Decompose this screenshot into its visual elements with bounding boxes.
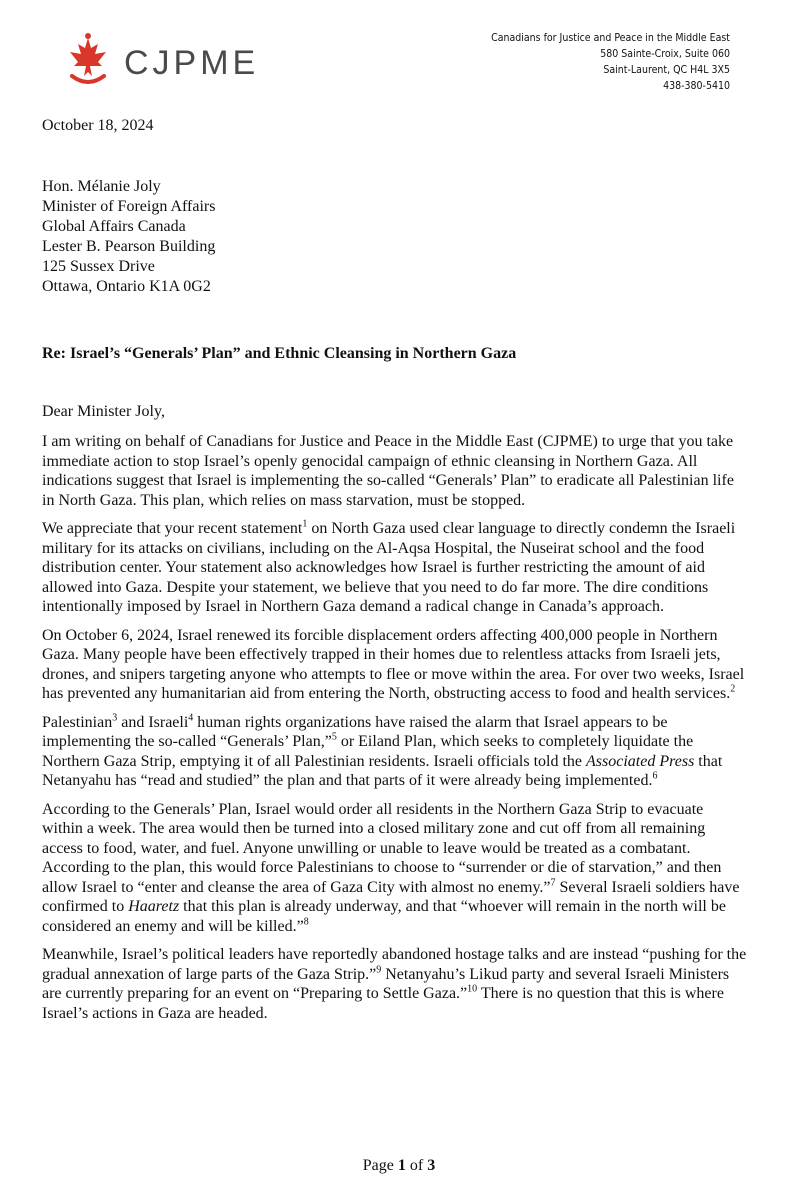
footnote-ref: 1 [302,518,308,530]
text-run: Netanyahu’s Likud party and several Israeli Ministers are currently preparing for an event on “Preparing to Settle Gaza.” [42,965,730,1002]
text-run: and Israeli [117,713,189,731]
org-address-line2: Saint-Laurent, QC H4L 3X5 [603,64,730,76]
text-run: Meanwhile, Israel’s political leaders have reportedly abandoned hostage talks and are instead “pushing for the gradual annexation of large parts of the Gaza Strip.” [42,946,747,983]
text-run-italic: Associated Press [586,752,695,770]
paragraph-3 [42,626,747,704]
salutation: Dear Minister Joly, [42,403,165,420]
org-address-line1: 580 Sainte-Croix, Suite 060 [600,48,730,60]
subject-line: Re: Israel’s “Generals’ Plan” and Ethnic Cleansing in Northern Gaza [42,345,517,362]
organization-address-block [470,30,730,94]
footer-text: of [405,1157,428,1174]
recipient-line: Minister of Foreign Affairs [42,198,216,215]
recipient-line: Hon. Mélanie Joly [42,178,161,195]
paragraph-2 [42,519,747,617]
text-run-italic: Haaretz [128,898,180,915]
paragraph-4 [42,713,747,791]
org-phone: 438-380-5410 [663,80,730,92]
text-run: We appreciate that your recent statement [42,520,303,537]
footnote-ref: 2 [730,683,736,695]
footnote-ref: 7 [550,877,556,889]
footnote-ref: 5 [331,731,337,743]
text-run: There is no question that this is where Israel’s actions in Gaza are headed. [42,985,724,1022]
page-current: 1 [397,1157,406,1174]
footnote-ref: 10 [467,983,478,995]
paragraph-1: I am writing on behalf of Canadians for Justice and Peace in the Middle East (CJPME) to urge that you take immediate action to stop Israel’s openly genocidal campaign of ethnic cleansing in Northern Gaza. All indications suggest that Israel is implementing the so-called “Generals’ Plan” to eradicate all Palestinian life in North Gaza. This plan, which relies on mass starvation, must be stopped. [42,433,734,509]
text-run: Several Israeli soldiers have confirmed to [42,878,740,915]
letter-body [42,432,747,1032]
recipient-address [42,177,215,297]
text-run: that Netanyahu has “read and studied” the plan and that parts of it were already being implemented. [42,752,723,789]
page-footer [0,1157,798,1175]
org-name: Canadians for Justice and Peace in the Middle East [491,32,730,44]
text-run: According to the Generals’ Plan, Israel would order all residents in the Northern Gaza Strip to evacuate within a week. The area would then be turned into a closed military zone and cut off from all remaining access to food, water, and fuel. Anyone unwilling or unable to leave would be treated as a combatant. According to the plan, this would force Palestinians to choose to “surrender or die of starvation,” and then allow Israel to “enter and cleanse the area of Gaza City with almost no enemy.” [42,800,722,896]
text-run: on North Gaza used clear language to directly condemn the Israeli military for its attacks on civilians, including on the Al-Aqsa Hospital, the Nuseirat school and the food distribution center. Your statement also acknowledges how Israel is further restricting the amount of aid allowed into Gaza. Despite your statement, we believe that you need to do far more. The dire conditions intentionally imposed by Israel in Northern Gaza demand a radical change in Canada’s approach. [42,520,736,615]
text-run: On October 6, 2024, Israel renewed its forcible displacement orders affecting 400,000 people in Northern Gaza. Many people have been effectively trapped in their homes due to relentless attacks from Israeli jets, drones, and snipers targeting anyone who attempts to flee or move within the area. For over two weeks, Israel has prevented any humanitarian aid from entering the North, obstructing access to food and health services. [42,626,745,702]
page-total: 3 [427,1157,436,1174]
text-run: or Eiland Plan, which seeks to completely liquidate the Northern Gaza Strip, emptying it of all Palestinian residents. Israeli officials told the [42,733,694,770]
footer-text: Page [362,1157,398,1174]
letter-date: October 18, 2024 [42,117,154,134]
recipient-line: 125 Sussex Drive [42,258,155,275]
footnote-ref: 4 [188,712,194,724]
footnote-ref: 6 [652,770,658,782]
recipient-line: Ottawa, Ontario K1A 0G2 [42,278,211,295]
footnote-ref: 8 [303,916,309,928]
text-run: Palestinian [42,713,113,731]
paragraph-6 [42,945,747,1023]
paragraph-5 [42,800,747,937]
text-run: human rights organizations have raised the alarm that Israel appears to be implementing the so-called “Generals’ Plan,” [42,713,668,750]
text-run: that this plan is already underway, and that “whoever will remain in the north will be considered an enemy and will be killed.” [42,898,726,935]
recipient-line: Lester B. Pearson Building [42,238,216,255]
footnote-ref: 3 [112,712,118,724]
cjpme-logo [62,30,262,90]
logo-text: CJPME [124,44,260,82]
recipient-line: Global Affairs Canada [42,218,186,235]
footnote-ref: 9 [376,964,382,976]
maple-leaf-figure-icon [62,32,114,88]
